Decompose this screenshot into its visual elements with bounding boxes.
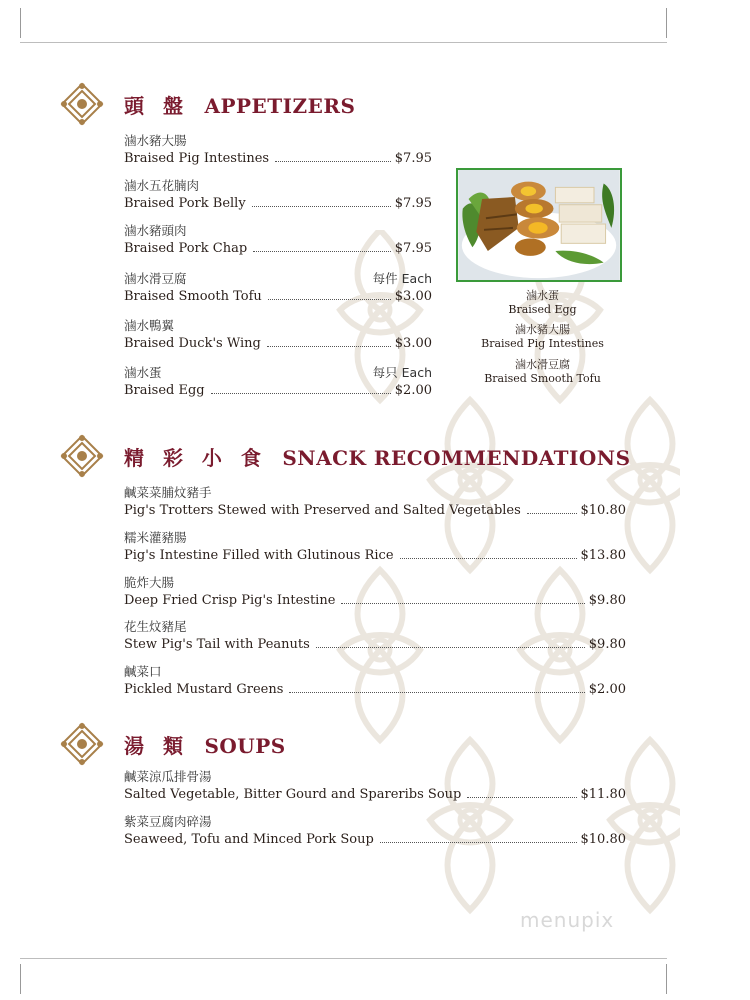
item-name-zh: 鹹菜涼瓜排骨湯 <box>124 769 212 784</box>
crop-mark-left <box>20 8 21 38</box>
dot-leader <box>400 558 577 559</box>
item-price: $10.80 <box>580 503 626 518</box>
item-name-zh: 鹹菜菜脯炆豬手 <box>124 485 212 500</box>
item-price: $13.80 <box>580 548 626 563</box>
item-name-en: Braised Pork Belly <box>124 196 246 211</box>
caption-en: Braised Pig Intestines <box>481 337 604 350</box>
dot-leader <box>467 797 576 798</box>
section-title-en: SOUPS <box>204 733 286 758</box>
section-title-zh: 湯 類 <box>124 733 189 758</box>
item-name-en: Salted Vegetable, Bitter Gourd and Spareribs Soup <box>124 787 462 802</box>
item-name-en: Braised Egg <box>124 383 205 398</box>
section-title-en: APPETIZERS <box>204 93 356 118</box>
photo-caption <box>470 358 615 386</box>
ornament-icon <box>60 434 104 478</box>
snacks-heading <box>60 434 631 478</box>
menu-item <box>124 529 626 565</box>
dot-leader <box>341 603 584 604</box>
item-name-en: Pig's Intestine Filled with Glutinous Rice <box>124 548 394 563</box>
item-note: 每只 Each <box>372 365 432 380</box>
item-name-zh: 脆炸大腸 <box>124 575 175 590</box>
food-photo <box>456 168 622 282</box>
item-name-zh: 鹹菜口 <box>124 664 162 679</box>
dot-leader <box>253 251 391 252</box>
section-title-zh: 精 彩 小 食 <box>124 445 267 470</box>
item-price: $9.80 <box>588 593 626 608</box>
braised-platter-image <box>458 170 620 280</box>
caption-en: Braised Egg <box>508 303 577 316</box>
item-price: $10.80 <box>580 832 626 847</box>
item-price: $11.80 <box>580 787 626 802</box>
menu-item <box>124 813 626 849</box>
item-price: $2.00 <box>588 682 626 697</box>
dot-leader <box>211 393 391 394</box>
ornament-icon <box>60 722 104 766</box>
section-title-en: SNACK RECOMMENDATIONS <box>282 445 631 470</box>
menu-item <box>124 768 626 804</box>
section-title <box>124 90 355 119</box>
item-name-zh: 滷水鴨翼 <box>124 318 175 333</box>
item-price: $9.80 <box>588 637 626 652</box>
menu-item <box>124 270 432 306</box>
item-name-en: Seaweed, Tofu and Minced Pork Soup <box>124 832 374 847</box>
menu-item <box>124 618 626 654</box>
photo-caption <box>470 323 615 351</box>
soups-heading <box>60 722 286 766</box>
menu-item <box>124 317 432 353</box>
item-name-zh: 滷水豬頭肉 <box>124 223 187 238</box>
watermark-text: menupix <box>520 908 615 932</box>
crop-mark-right <box>666 8 667 38</box>
item-name-zh: 滷水五花腩肉 <box>124 178 200 193</box>
item-name-en: Braised Smooth Tofu <box>124 289 262 304</box>
dot-leader <box>527 513 577 514</box>
item-name-zh: 花生炆豬尾 <box>124 619 187 634</box>
dot-leader <box>275 161 391 162</box>
dot-leader <box>267 346 391 347</box>
crop-mark-bottom-right <box>666 964 667 994</box>
item-price: $3.00 <box>394 289 432 304</box>
menu-item <box>124 132 432 168</box>
item-note: 每件 Each <box>372 271 432 286</box>
item-name-zh: 滷水豬大腸 <box>124 133 187 148</box>
appetizers-heading <box>60 82 355 126</box>
photo-caption <box>470 289 615 317</box>
dot-leader <box>268 299 391 300</box>
caption-en: Braised Smooth Tofu <box>484 372 601 385</box>
menu-item <box>124 364 432 400</box>
section-title-zh: 頭 盤 <box>124 93 189 118</box>
item-name-zh: 滷水滑豆腐 <box>124 271 187 286</box>
item-name-en: Deep Fried Crisp Pig's Intestine <box>124 593 336 608</box>
dot-leader <box>252 206 391 207</box>
item-price: $7.95 <box>394 151 432 166</box>
section-title <box>124 730 286 759</box>
item-name-zh: 滷水蛋 <box>124 365 162 380</box>
item-price: $3.00 <box>394 336 432 351</box>
item-name-zh: 紫菜豆腐肉碎湯 <box>124 814 212 829</box>
item-name-en: Braised Duck's Wing <box>124 336 261 351</box>
dot-leader <box>316 647 585 648</box>
item-name-en: Pig's Trotters Stewed with Preserved and Salted Vegetables <box>124 503 521 518</box>
item-price: $7.95 <box>394 241 432 256</box>
item-name-en: Stew Pig's Tail with Peanuts <box>124 637 310 652</box>
menu-item <box>124 484 626 520</box>
crop-mark-bottom-left <box>20 964 21 994</box>
menu-item <box>124 663 626 699</box>
caption-zh: 滷水蛋 <box>526 289 559 302</box>
dot-leader <box>289 692 584 693</box>
ornament-icon <box>60 82 104 126</box>
menu-item <box>124 222 432 258</box>
item-name-en: Braised Pig Intestines <box>124 151 270 166</box>
menu-item <box>124 177 432 213</box>
item-name-en: Braised Pork Chap <box>124 241 248 256</box>
section-title <box>124 442 631 471</box>
item-price: $2.00 <box>394 383 432 398</box>
item-name-en: Pickled Mustard Greens <box>124 682 284 697</box>
dot-leader <box>380 842 577 843</box>
caption-zh: 滷水滑豆腐 <box>515 358 570 371</box>
caption-zh: 滷水豬大腸 <box>515 323 570 336</box>
item-name-zh: 糯米灌豬腸 <box>124 530 187 545</box>
menu-item <box>124 574 626 610</box>
item-price: $7.95 <box>394 196 432 211</box>
